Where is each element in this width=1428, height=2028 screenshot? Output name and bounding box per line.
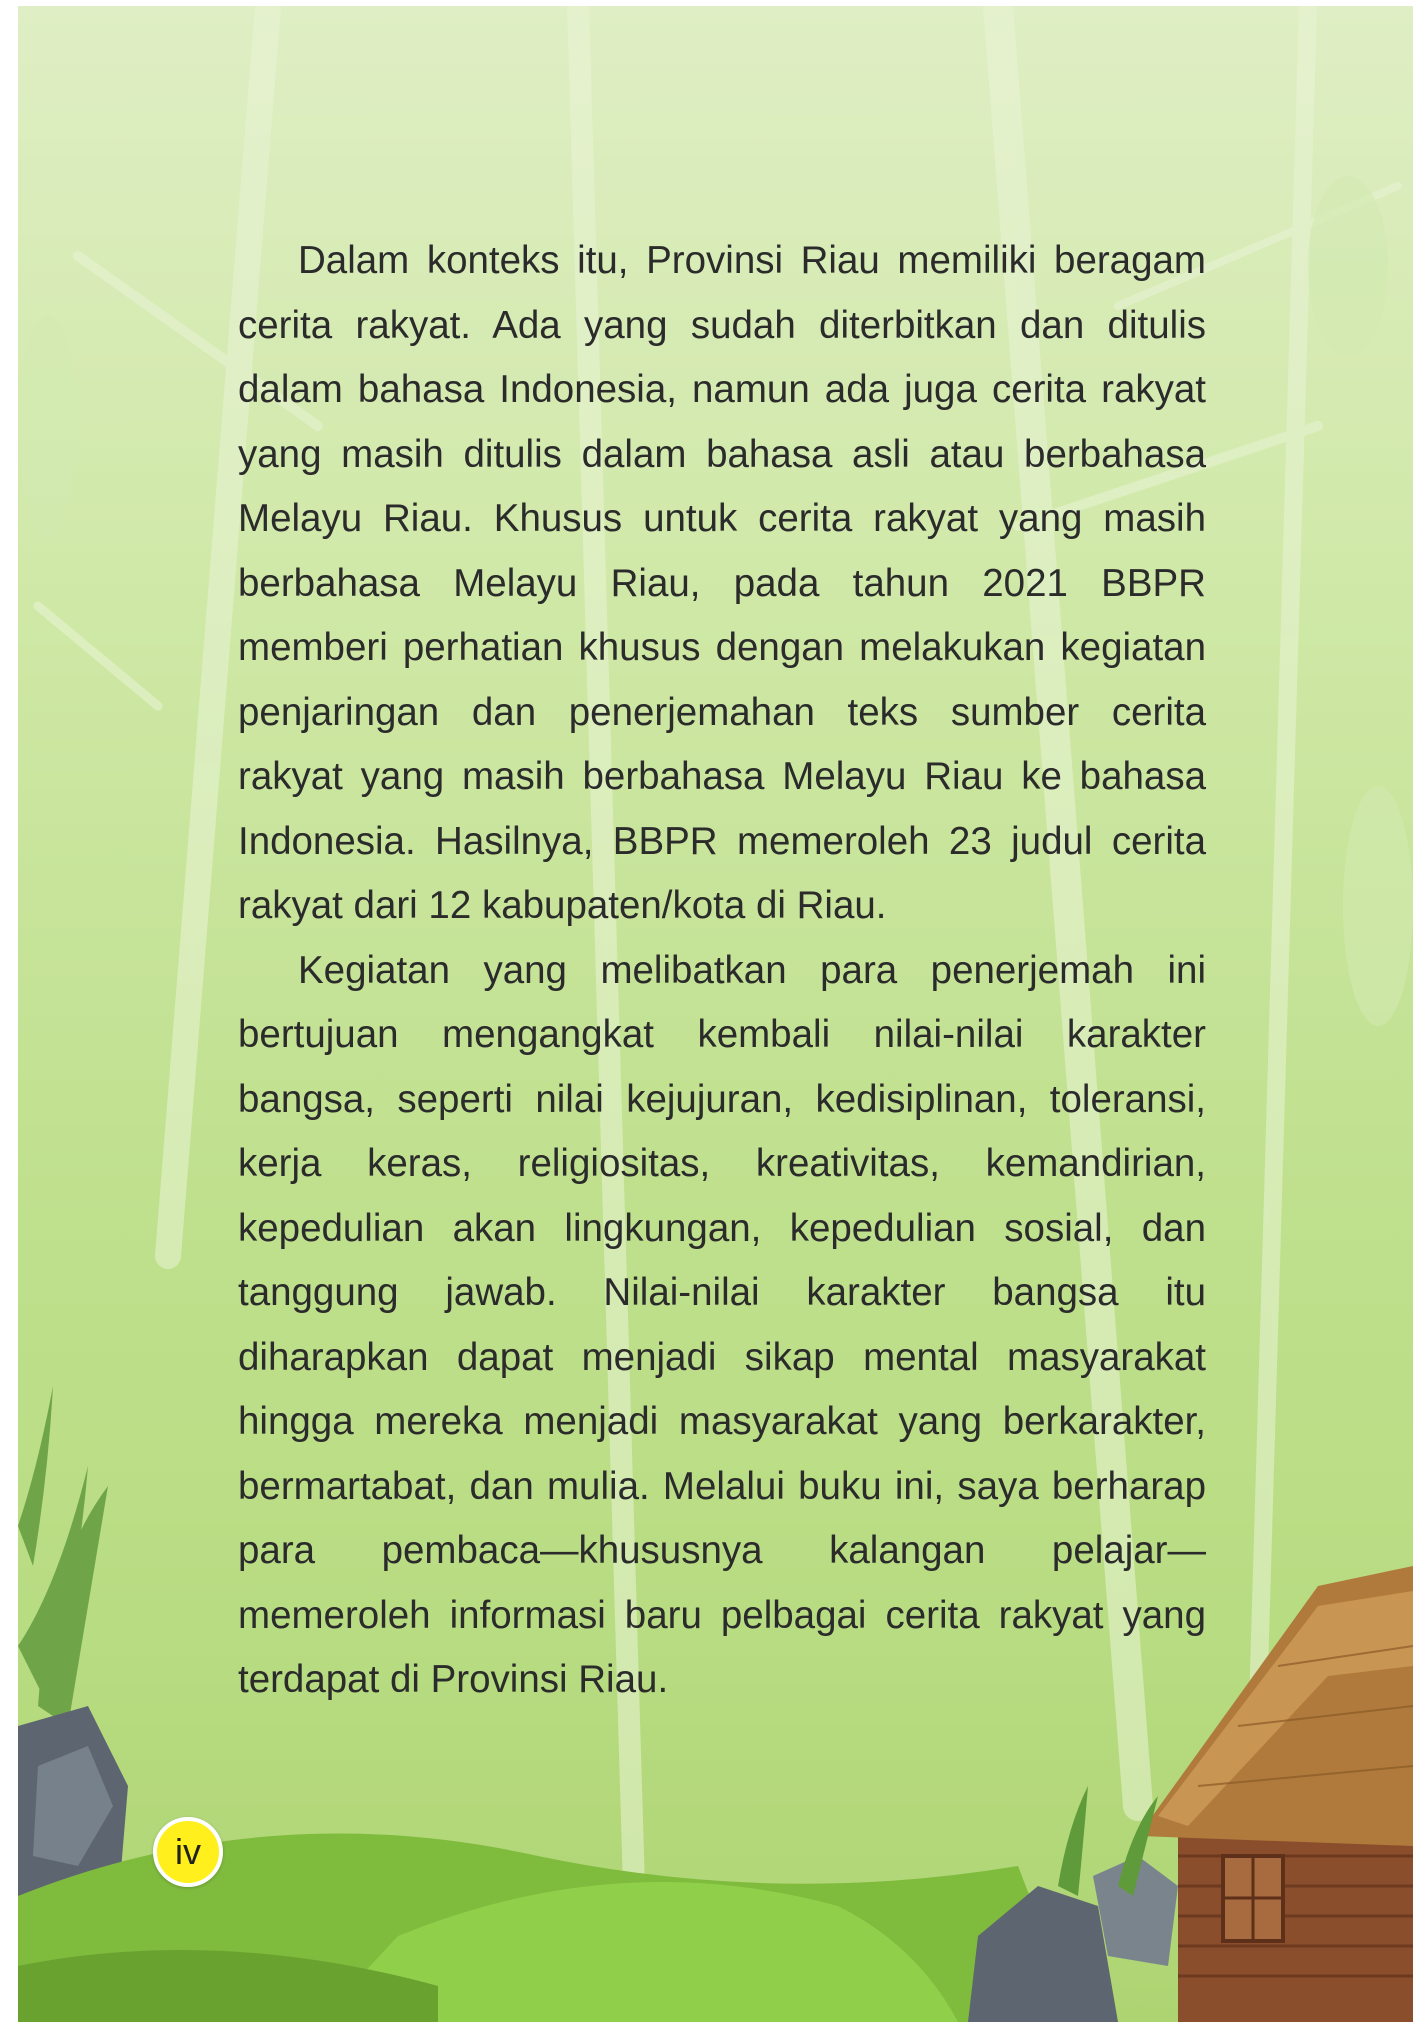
grass-left: [18, 1386, 108, 1726]
book-page: [18, 6, 1413, 2022]
paragraph-2: Kegiatan yang melibatkan para penerjemah ini bertujuan mengangkat kembali nilai-nilai karakter bangsa, seperti nilai kejujuran, kedisiplinan, toleransi, kerja keras, religiositas, kreativitas, kemandirian, kepedulian akan lingkungan, kepedulian sosial, dan tanggung jawab. Nilai-nilai karakter bangsa itu diharapkan dapat menjadi sikap mental masyarakat hingga mereka menjadi masyarakat yang berkarakter, bermartabat, dan mulia. Melalui buku ini, saya berharap para pembaca—khususnya kalangan pelajar—memeroleh informasi baru pelbagai cerita rakyat yang terdapat di Provinsi Riau.: [238, 948, 1206, 1701]
paragraph-1: Dalam konteks itu, Provinsi Riau memiliki beragam cerita rakyat. Ada yang sudah diterbitkan dan ditulis dalam bahasa Indonesia, namun ada juga cerita rakyat yang masih ditulis dalam bahasa asli atau berbahasa Melayu Riau. Khusus untuk cerita rakyat yang masih berbahasa Melayu Riau, pada tahun 2021 BBPR memberi perhatian khusus dengan melakukan kegiatan penjaringan dan penerjemahan teks sumber cerita rakyat yang masih berbahasa Melayu Riau ke bahasa Indonesia. Hasilnya, BBPR memeroleh 23 judul cerita rakyat dari 12 kabupaten/kota di Riau.: [238, 239, 1206, 927]
page-number-badge: iv: [153, 1817, 223, 1887]
body-text: [238, 229, 1206, 1713]
